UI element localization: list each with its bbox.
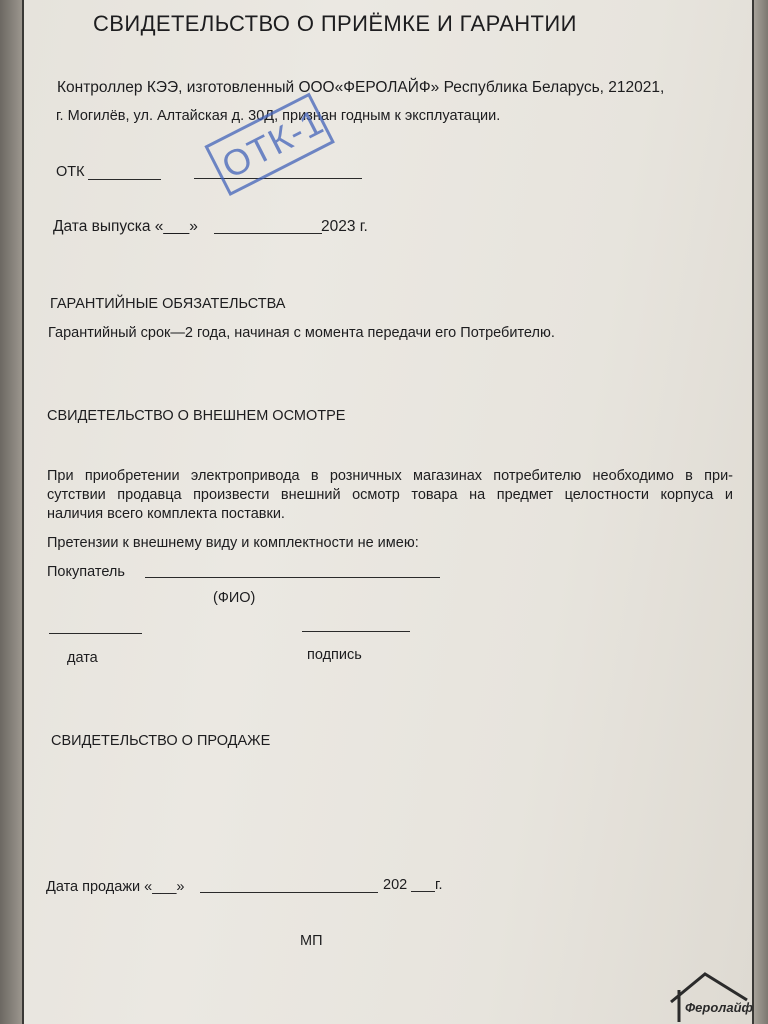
sale-date-line (200, 892, 378, 893)
inspection-paragraph-line-2: сутствии продавца произвести внешний осмотр товара на предмет целостности корпуса и (47, 487, 733, 503)
sale-heading: СВИДЕТЕЛЬСТВО О ПРОДАЖЕ (51, 733, 271, 749)
background-left (0, 0, 22, 1024)
warranty-heading: ГАРАНТИЙНЫЕ ОБЯЗАТЕЛЬСТВА (50, 296, 286, 312)
signature-line (302, 631, 410, 632)
buyer-name-line (145, 577, 440, 578)
release-date-line (214, 233, 322, 234)
warranty-text: Гарантийный срок—2 года, начиная с момента передачи его Потребителю. (48, 325, 555, 341)
sale-date-label: Дата продажи «___» (46, 879, 185, 895)
document-title: СВИДЕТЕЛЬСТВО О ПРИЁМКЕ И ГАРАНТИИ (93, 11, 577, 36)
background-right (754, 0, 768, 1024)
inspection-paragraph-line-1: При приобретении электропривода в розничных магазинах потребителю необходимо в при- (47, 468, 733, 484)
stamp-text: ОТК-1 (215, 100, 330, 187)
date-label: дата (67, 650, 98, 666)
sale-year-line (411, 891, 435, 892)
fio-label: (ФИО) (213, 590, 256, 606)
sale-year-prefix: 202 (383, 877, 408, 893)
mp-label: МП (300, 933, 323, 949)
otk-label: ОТК (56, 164, 85, 180)
signature-label: подпись (307, 647, 362, 663)
release-year: 2023 г. (321, 218, 368, 235)
date-line (49, 633, 142, 634)
otk-line-short (88, 179, 161, 180)
sale-year-suffix: г. (435, 877, 443, 893)
inspection-heading: СВИДЕТЕЛЬСТВО О ВНЕШНЕМ ОСМОТРЕ (47, 408, 346, 424)
acceptance-line-1: Контроллер КЭЭ, изготовленный ООО«ФЕРОЛАЙФ» Республика Беларусь, 212021, (57, 79, 665, 96)
brand-logo-text: Феролайф (685, 1000, 754, 1015)
release-date-label: Дата выпуска «___» (53, 218, 198, 235)
inspection-paragraph-line-3: наличия всего комплекта поставки. (47, 506, 285, 522)
buyer-label: Покупатель (47, 564, 125, 580)
claims-statement: Претензии к внешнему виду и комплектности не имею: (47, 535, 419, 551)
acceptance-line-2: г. Могилёв, ул. Алтайская д. 30Д, признан годным к эксплуатации. (56, 108, 501, 124)
